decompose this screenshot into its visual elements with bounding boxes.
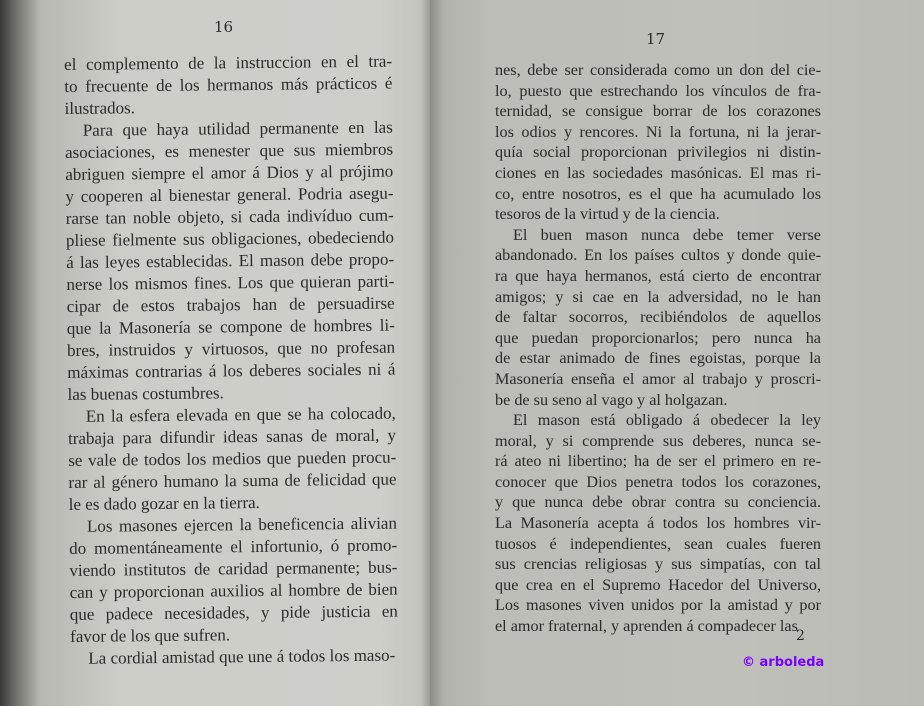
text-line: moral, y si comprende sus deberes, nunca se- (495, 431, 821, 450)
text-line: conocer que Dios penetra todos los corazones, (495, 472, 821, 491)
text-line: can y proporcionan auxilios al hombre de bien (69, 579, 398, 602)
text-line: que crea en el Supremo Hacedor del Universo, (495, 575, 821, 594)
text-line: be de su seno al vago y al holgazan. (495, 390, 728, 409)
page-text (495, 60, 821, 637)
text-line: que puedan proporcionarlos; pero nunca ha (495, 328, 821, 347)
text-line: cipar de estos trabajos han de persuadirse (66, 293, 395, 316)
right-page (430, 0, 924, 706)
watermark: © arboleda (742, 655, 825, 670)
text-line: to frecuente de los hermanos más prácticos é (64, 73, 393, 96)
text-line: Para que haya utilidad permanente en las (82, 117, 393, 140)
text-line: En la esfera elevada en que se ha colocado, (85, 403, 396, 426)
text-line: ra que haya hermanos, está cierto de encontrar (495, 266, 821, 285)
text-line: le es dado gozar en la tierra. (68, 492, 260, 514)
text-line: trabaja para difundir ideas sanas de moral, y (67, 425, 397, 448)
text-line: tesoros de la virtud y de la ciencia. (495, 205, 720, 224)
text-line: rarse tan noble objeto, si cada indivíduo cum- (65, 205, 394, 228)
text-line: á las leyes establecidas. El mason debe propo- (66, 249, 395, 272)
page-number: 17 (646, 30, 666, 48)
text-line: que padece necesidades, y pide justicia en (69, 601, 398, 624)
text-line: de estar animado de fines egoistas, porque la (495, 349, 821, 368)
text-line: quía social proporcionan privilegios ni distin- (495, 143, 821, 162)
text-line: do momentáneamente el infortunio, ó promo- (69, 535, 398, 558)
text-line: y que nunca debe obrar contra su conciencia. (495, 493, 821, 512)
text-line: nes, debe ser considerada como un don del cie- (495, 61, 821, 79)
text-line: ciones en las sociedades masónicas. El mas ri- (495, 163, 821, 182)
text-line: nerse los mismos fines. Los que quieran parti- (66, 271, 395, 294)
text-line: se vale de todos los medios que pueden procu- (68, 447, 397, 470)
text-line: Los masones ejercen la beneficencia alivian (86, 513, 398, 536)
text-line: ilustrados. (64, 98, 136, 118)
text-line: La Masonería acepta á todos los hombres vir- (495, 514, 821, 533)
text-line: Los masones viven unidos por la amistad y por (495, 596, 821, 615)
text-line: el complemento de la instruccion en el tra- (64, 51, 393, 74)
text-line: Masonería enseña el amor al trabajo y proscri- (495, 369, 821, 388)
text-line: viendo institutos de caridad permanente; bus- (69, 557, 398, 580)
text-line: sus crencias religiosas y sus simpatías, con tal (495, 555, 821, 574)
text-line: asociaciones, es menester que sus miembros (64, 139, 394, 162)
text-line: El mason está obligado á obedecer la ley (513, 411, 821, 430)
text-line: abandonado. En los países cultos y donde quie- (495, 246, 821, 265)
left-page (0, 0, 430, 706)
text-line: tuosos é independientes, sean cuales fueren (495, 534, 821, 553)
page-number: 16 (214, 18, 234, 36)
text-line: co, entre nosotros, es el que ha acumulado los (495, 184, 821, 203)
text-line: lo, puesto que estrechando los vínculos de fra- (495, 81, 821, 100)
text-line: que la Masonería se compone de hombres li- (66, 315, 395, 338)
text-line: máximas contrarias á los deberes sociales ni á (67, 359, 396, 382)
text-line: ternidad, se consigue borrar de los corazones (495, 102, 821, 121)
text-line: abriguen siempre el amor á Dios y al prójimo (65, 161, 394, 184)
text-line: favor de los que sufren. (70, 625, 231, 646)
signature-mark: 2 (796, 628, 805, 644)
page-text (64, 51, 398, 670)
text-line: y cooperen al bienestar general. Podria asegu- (65, 183, 394, 206)
text-line: La cordial amistad que une á todos los maso- (88, 645, 396, 668)
text-line: el amor fraternal, y aprenden á compadecer las (495, 617, 798, 636)
text-line: rá ateo ni libertino; ha de ser el primero en re- (495, 452, 821, 471)
text-line: las buenas costumbres. (67, 383, 224, 404)
text-line: rar al género humano la suma de felicidad que (68, 469, 397, 492)
text-line: pliese fielmente sus obligaciones, obedeciendo (65, 227, 395, 250)
text-line: bres, instruidos y virtuosos, que no profesan (67, 337, 396, 360)
text-line: de faltar socorros, recibiéndolos de aquellos (495, 308, 821, 327)
text-line: los odios y rencores. Ni la fortuna, ni la jerar- (495, 122, 821, 141)
text-line: El buen mason nunca debe temer verse (513, 225, 821, 244)
text-line: amigos; y si cae en la adversidad, no le han (495, 287, 821, 306)
